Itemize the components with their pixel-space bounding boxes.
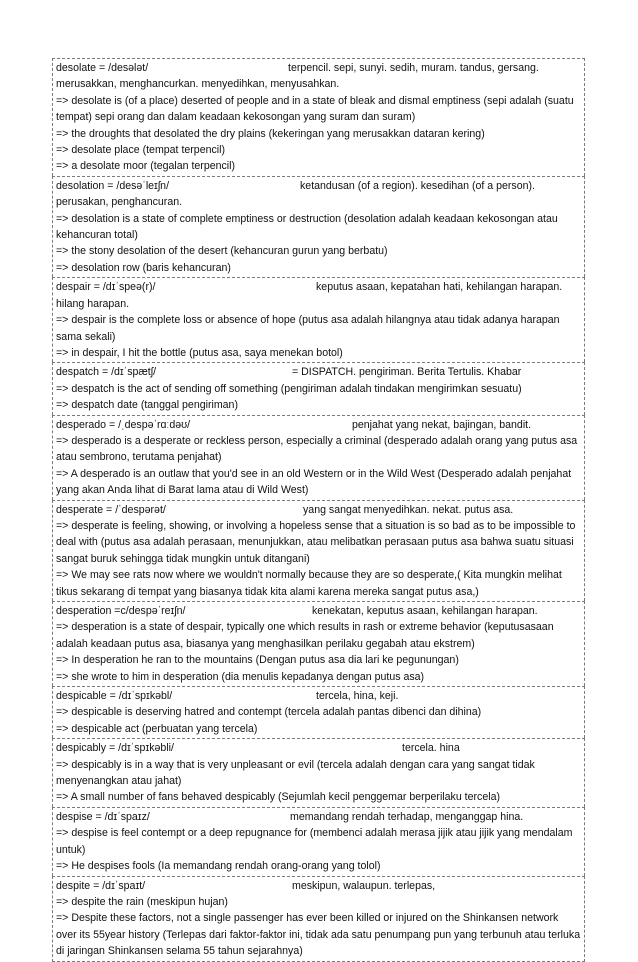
example-line: => despicable act (perbuatan yang tercela) xyxy=(56,722,258,735)
translation-continued: merusakkan, menghancurkan. menyedihkan, menyusahkan. xyxy=(56,78,340,91)
entry-head xyxy=(56,809,581,825)
headword: desperation =c/despəˈreɪʃn/ xyxy=(56,605,186,617)
entry-desolation xyxy=(52,176,585,277)
entry-despite xyxy=(52,876,585,962)
headword: desperado = /ˌdespəˈrɑːdəʊ/ xyxy=(56,418,191,431)
example-line: => despair is the complete loss or absence of hope (putus asa adalah hilangnya atau tidak adanya harapan sama sekali) xyxy=(56,314,560,343)
example-line: => despatch date (tanggal pengiriman) xyxy=(56,399,238,412)
entry-head xyxy=(56,417,581,433)
example-line: => He despises fools (Ia memandang rendah orang-orang yang tolol) xyxy=(56,860,381,873)
entry-despise xyxy=(52,807,585,876)
entry-despair xyxy=(52,277,585,362)
example-line: => in despair, I hit the bottle (putus asa, saya menekan botol) xyxy=(56,346,343,359)
translation: keputus asaan, kepatahan hati, kehilangan harapan. xyxy=(316,281,563,294)
example-line: => Despite these factors, not a single passenger has ever been killed or injured on the Shinkansen network over its 55year history (Terlepas dari faktor-faktor ini, tidak ada satu penumpang pun yang terbunuh atau terluka di jaringan Shinkansen selama 55 tahun sejarahnya) xyxy=(56,912,581,958)
example-line: => desperado is a desperate or reckless person, especially a criminal (desperado adalah orang yang putus asa atau sembrono, terutama penjahat) xyxy=(56,434,578,464)
translation: kenekatan, keputus asaan, kehilangan harapan. xyxy=(312,605,538,617)
headword: desolation = /desəˈleɪʃn/ xyxy=(56,179,170,192)
example-line: => desperation is a state of despair, typically one which results in rash or extreme behavior (keputusasaan adalah keadaan putus asa, biasanya yang menghasilkan perilaku gegabah atau ekstrem) xyxy=(56,621,554,650)
entry-head xyxy=(56,60,581,93)
headword: despise = /dɪˈspaɪz/ xyxy=(56,810,150,823)
example-line: => the stony desolation of the desert (kehancuran gurun yang berbatu) xyxy=(56,245,388,258)
example-line: => In desperation he ran to the mountains (Dengan putus asa dia lari ke pegunungan) xyxy=(56,654,459,667)
translation: memandang rendah terhadap, menganggap hina. xyxy=(290,810,524,823)
entry-desperate xyxy=(52,500,585,601)
headword: despicably = /dɪˈspɪkəbli/ xyxy=(56,742,174,755)
example-line: => despise is feel contempt or a deep repugnance for (membenci adalah merasa jijik atau jijik yang mendalam untuk) xyxy=(56,827,573,856)
translation: yang sangat menyedihkan. nekat. putus asa. xyxy=(303,503,514,516)
entry-desperado xyxy=(52,415,585,500)
example-line: => We may see rats now where we wouldn't normally because they are so desperate,( Kita mungkin melihat tikus sekarang di tempat yang biasanya tidak kita alami karena mereka sangat putus asa,) xyxy=(56,569,562,598)
translation: tercela, hina, keji. xyxy=(316,690,399,703)
example-line: => desolate place (tempat terpencil) xyxy=(56,144,226,157)
entry-despicably xyxy=(52,738,585,807)
entry-desperation xyxy=(52,601,585,686)
entry-head xyxy=(56,502,581,518)
example-line: => she wrote to him in desperation (dia menulis kepadanya dengan putus asa) xyxy=(56,670,425,683)
example-line: => a desolate moor (tegalan terpencil) xyxy=(56,160,236,173)
translation: penjahat yang nekat, bajingan, bandit. xyxy=(352,418,532,431)
example-line: => desolation is a state of complete emptiness or destruction (desolation adalah keadaan kekosongan atau kehancuran total) xyxy=(56,212,558,242)
translation-continued: hilang harapan. xyxy=(56,297,130,310)
example-line: => A desperado is an outlaw that you'd see in an old Western or in the Wild West (Desperado adalah penjahat yang akan Anda lihat di Barat lama atau di Wild West) xyxy=(56,467,572,497)
headword: despicable = /dɪˈspɪkəbl/ xyxy=(56,690,173,703)
entry-despatch xyxy=(52,362,585,414)
entry-head xyxy=(56,364,581,380)
headword: despite = /dɪˈspaɪt/ xyxy=(56,879,146,892)
example-line: => desperate is feeling, showing, or involving a hopeless sense that a situation is so bad as to be impossible to deal with (putus asa adalah perasaan, menunjukkan, atau melibatkan perasaan putus asa bahwa suatu situasi sangat buruk sehingga tidak mungkin untuk ditangani) xyxy=(56,519,576,565)
translation: = DISPATCH. pengiriman. Berita Tertulis. Khabar xyxy=(292,366,522,379)
example-line: => A small number of fans behaved despicably (Sejumlah kecil penggemar berperilaku tercela) xyxy=(56,791,501,804)
translation-continued: perusakan, penghancuran. xyxy=(56,196,183,209)
example-line: => desolate is (of a place) deserted of people and in a state of bleak and dismal emptiness (sepi adalah (suatu tempat) sepi orang dan dalam keadaan kekosongan yang suram dan suram) xyxy=(56,94,574,124)
example-line: => despatch is the act of sending off something (pengiriman adalah tindakan mengirimkan sesuatu) xyxy=(56,382,522,395)
translation: meskipun, walaupun. terlepas, xyxy=(292,879,436,892)
example-line: => despite the rain (meskipun hujan) xyxy=(56,895,228,908)
headword: despair = /dɪˈspeə(r)/ xyxy=(56,281,156,294)
headword: despatch = /dɪˈspætʃ/ xyxy=(56,366,157,379)
entry-head xyxy=(56,878,581,894)
example-line: => despicable is deserving hatred and contempt (tercela adalah pantas dibenci dan dihina) xyxy=(56,706,482,719)
entry-head xyxy=(56,603,581,619)
example-line: => despicably is in a way that is very unpleasant or evil (tercela adalah dengan cara yang sangat tidak menyenangkan atau jahat) xyxy=(56,758,535,788)
translation: terpencil. sepi, sunyi. sedih, muram. tandus, gersang. xyxy=(288,62,539,74)
entry-desolate xyxy=(52,58,585,176)
headword: desperate = /ˈdespərət/ xyxy=(56,503,166,516)
translation: tercela. hina xyxy=(402,742,460,755)
entry-despicable xyxy=(52,686,585,738)
entry-head xyxy=(56,178,581,211)
entry-head xyxy=(56,688,581,704)
headword: desolate = /desələt/ xyxy=(56,62,149,74)
dictionary-sheet xyxy=(52,58,585,962)
entry-head xyxy=(56,279,581,312)
translation: ketandusan (of a region). kesedihan (of a person). xyxy=(300,179,535,192)
example-line: => desolation row (baris kehancuran) xyxy=(56,261,231,274)
entry-head xyxy=(56,740,581,756)
example-line: => the droughts that desolated the dry plains (kekeringan yang merusakkan dataran kering) xyxy=(56,127,485,140)
